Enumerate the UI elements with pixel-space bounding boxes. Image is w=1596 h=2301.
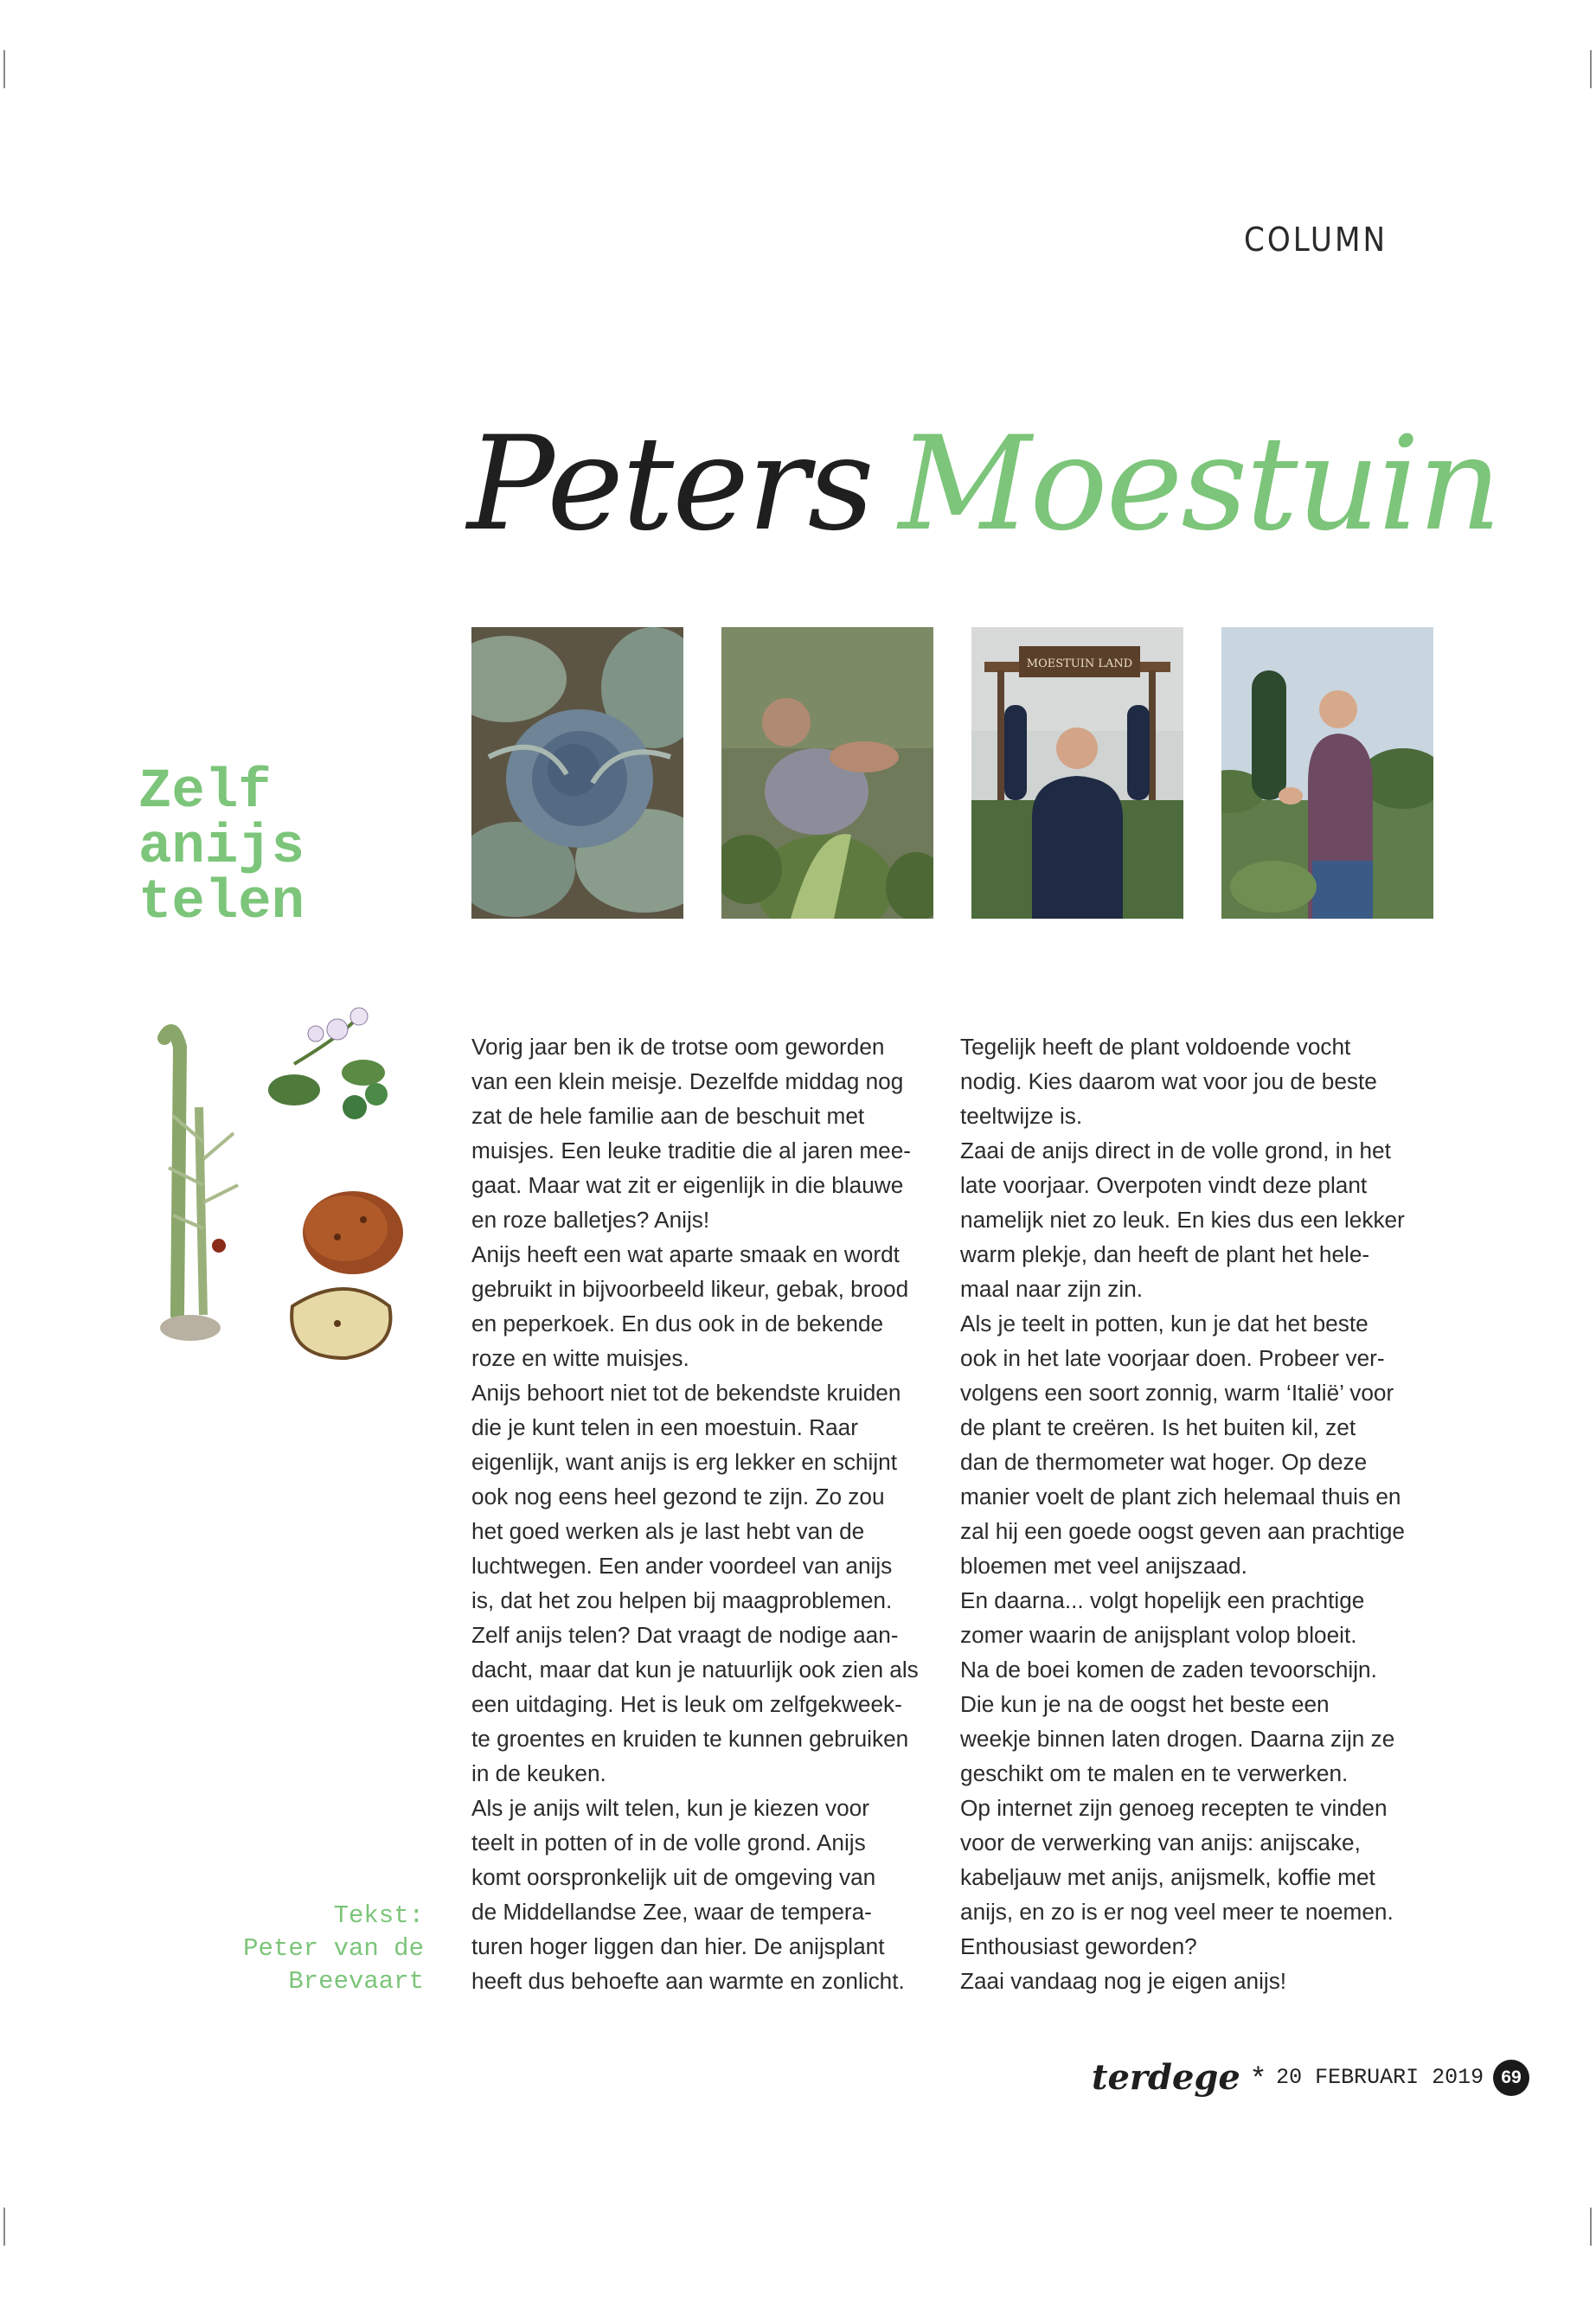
text-line: dacht, maar dat kun je natuurlijk ook zien als [471,1657,919,1682]
text-line: kabeljauw met anijs, anijsmelk, koffie met [960,1864,1375,1890]
text-line: zal hij een goede oogst geven aan prachtige [960,1518,1405,1544]
text-line: en roze balletjes? Anijs! [471,1207,710,1233]
text-line: voor de verwerking van anijs: anijscake, [960,1830,1361,1856]
text-line: geschikt om te malen en te verwerken. [960,1760,1349,1786]
author-credit [208,1900,424,1998]
red-cabbage-photo [471,627,683,919]
text-line: maal naar zijn zin. [960,1276,1144,1302]
text-line: luchtwegen. Een ander voordeel van anijs [471,1553,893,1579]
text-line: Tegelijk heeft de plant voldoende vocht [960,1034,1351,1060]
text-line: anijs, en zo is er nog veel meer te noemen. [960,1899,1394,1925]
text-line: Zelf anijs telen? Dat vraagt de nodige aan- [471,1622,899,1648]
text-line: teelt in potten of in de volle grond. Anijs [471,1830,866,1856]
page-footer [1092,2054,1484,2099]
crop-mark-bottom-right [1590,2208,1592,2246]
subtitle-line-3: telen [138,872,305,934]
text-line: dan de thermometer wat hoger. Op deze [960,1449,1368,1475]
text-line: gaat. Maar wat zit er eigenlijk in die blauwe [471,1172,904,1198]
text-line: namelijk niet zo leuk. En kies dus een lekker [960,1207,1405,1233]
text-line: eigenlijk, want anijs is erg lekker en schijnt [471,1449,897,1475]
text-line: weekje binnen laten drogen. Daarna zijn ze [960,1726,1395,1752]
text-line: volgens een soort zonnig, warm ‘Italië’ voor [960,1380,1394,1406]
text-line: Als je teelt in potten, kun je dat het beste [960,1311,1368,1336]
text-line: gebruikt in bijvoorbeeld likeur, gebak, brood [471,1276,909,1302]
subtitle-line-1: Zelf [138,761,272,824]
section-label: COLUMN [1244,221,1388,259]
text-line: late voorjaar. Overpoten vindt deze plant [960,1172,1368,1198]
moestuinland-sign-photo [971,627,1183,919]
text-line: in de keuken. [471,1760,606,1786]
text-line: die je kunt telen in een moestuin. Raar [471,1414,858,1440]
man-holding-cucumber-photo [1221,627,1433,919]
text-line: Zaai vandaag nog je eigen anijs! [960,1968,1287,1994]
text-line: En daarna... volgt hopelijk een prachtige [960,1587,1365,1613]
text-line: Die kun je na de oogst het beste een [960,1691,1330,1717]
text-line: de plant te creëren. Is het buiten kil, zet [960,1414,1356,1440]
text-line: Enthousiast geworden? [960,1933,1197,1959]
text-line: Vorig jaar ben ik de trotse oom geworden [471,1034,885,1060]
text-line: zomer waarin de anijsplant volop bloeit. [960,1622,1357,1648]
article-subtitle [138,761,305,934]
text-line: Na de boei komen de zaden tevoorschijn. [960,1657,1377,1682]
text-line: een uitdaging. Het is leuk om zelfgekweek- [471,1691,902,1717]
text-line: is, dat het zou helpen bij maagproblemen. [471,1587,893,1613]
text-line: Anijs heeft een wat aparte smaak en wordt [471,1241,900,1267]
title-word-moestuin: Moestuin [898,409,1500,560]
body-column-1 [471,1029,934,1998]
text-line: turen hoger liggen dan hier. De anijsplant [471,1933,885,1959]
credit-line-2: Peter van de [243,1934,424,1963]
text-line: roze en witte muisjes. [471,1345,689,1371]
text-line: en peperkoek. En dus ook in de bekende [471,1311,884,1336]
subtitle-line-2: anijs [138,817,305,879]
text-line: teeltwijze is. [960,1103,1083,1129]
text-line: ook nog eens heel gezond te zijn. Zo zou [471,1484,885,1509]
body-column-2 [960,1029,1423,1998]
text-line: Als je anijs wilt telen, kun je kiezen voor [471,1795,869,1821]
text-line: muisjes. Een leuke traditie die al jaren mee- [471,1138,911,1163]
text-line: zat de hele familie aan de beschuit met [471,1103,865,1129]
crop-mark-top-left [3,50,5,88]
title-word-peters: Peters [467,409,873,560]
text-line: de Middellandse Zee, waar de tempera- [471,1899,872,1925]
text-line: bloemen met veel anijszaad. [960,1553,1247,1579]
page-number: 69 [1493,2060,1529,2096]
separator-star-icon: * [1252,2060,1265,2093]
magazine-logo: terdege [1092,2056,1240,2098]
credit-line-3: Breevaart [288,1967,424,1996]
page-title [467,407,1500,562]
text-line: nodig. Kies daarom wat voor jou de beste [960,1068,1377,1094]
text-line: warm plekje, dan heeft de plant het hele- [960,1241,1370,1267]
crop-mark-top-right [1590,50,1592,88]
text-line: ook in het late voorjaar doen. Probeer ver- [960,1345,1385,1371]
text-line: van een klein meisje. Dezelfde middag nog [471,1068,904,1094]
text-line: te groentes en kruiden te kunnen gebruiken [471,1726,909,1752]
svg-text:MOESTUIN LAND: MOESTUIN LAND [1026,657,1133,670]
text-line: Zaai de anijs direct in de volle grond, in het [960,1138,1391,1163]
text-line: Anijs behoort niet tot de bekendste kruiden [471,1380,901,1406]
text-line: manier voelt de plant zich helemaal thuis en [960,1484,1401,1509]
gardener-kneeling-photo [721,627,933,919]
text-line: komt oorspronkelijk uit de omgeving van [471,1864,876,1890]
botanical-illustration [138,986,433,1388]
issue-date: 20 FEBRUARI 2019 [1276,2064,1484,2090]
text-line: het goed werken als je last hebt van de [471,1518,865,1544]
crop-mark-bottom-left [3,2208,5,2246]
text-line: heeft dus behoefte aan warmte en zonlicht. [471,1968,905,1994]
text-line: Op internet zijn genoeg recepten te vinden [960,1795,1388,1821]
credit-line-1: Tekst: [333,1901,424,1930]
